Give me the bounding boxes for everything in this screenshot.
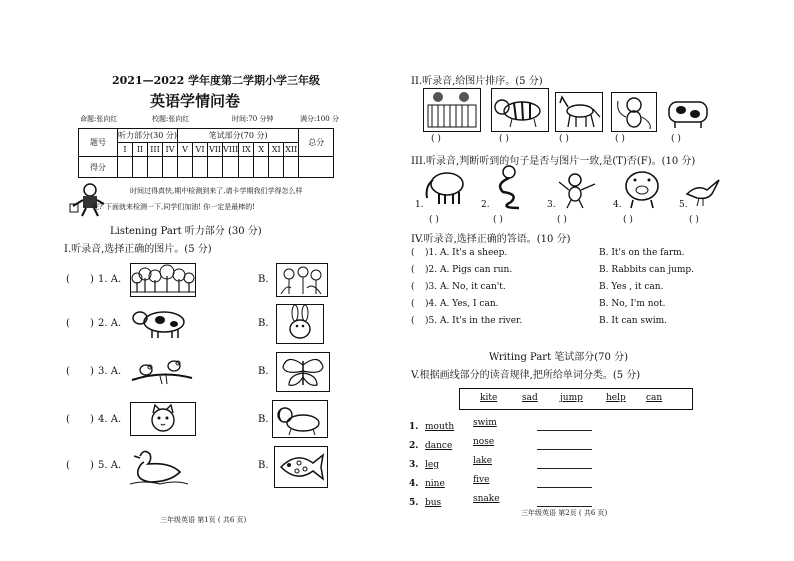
horse-picture[interactable]: [555, 92, 603, 132]
numeral-cell: XI: [269, 143, 284, 157]
trees-picture[interactable]: [130, 263, 196, 297]
item-number: 2.: [481, 200, 490, 210]
listening-part-cell: 听力部分(30 分): [118, 129, 178, 143]
answer-paren[interactable]: (: [411, 248, 415, 258]
item-number: 4.: [613, 200, 622, 210]
numeral-cell: III: [148, 143, 163, 157]
score-blank[interactable]: [193, 157, 208, 178]
answer-paren-open: (: [66, 318, 70, 329]
target-word: mouth: [425, 422, 455, 432]
answer-blank[interactable]: ( ): [557, 215, 567, 225]
score-blank[interactable]: [208, 157, 223, 178]
question-option-a: )2. A. Pigs can run.: [425, 265, 513, 275]
answer-paren[interactable]: (: [411, 316, 415, 326]
elephant-picture[interactable]: [421, 166, 469, 210]
section4-instruction: IV.听录音,选择正确的答语。(10 分): [411, 234, 571, 245]
numeral-cell: VI: [193, 143, 208, 157]
word-box-item: help: [606, 393, 626, 403]
row-number: 3.: [409, 460, 419, 470]
item-number: 3. A.: [98, 366, 122, 377]
section3-instruction: III.听录音,判断听到的句子是否与图片一致,是(T)否(F)。(10 分): [411, 156, 696, 167]
row-number: 2.: [409, 441, 419, 451]
target-word: nine: [425, 479, 445, 489]
intro-text-line1: 时间过得真快,期中检测到来了,请卡学期我们学得怎么样: [130, 187, 303, 195]
item-number: 1.: [415, 200, 424, 210]
question-option-b: B. It can swim.: [599, 316, 668, 326]
target-word: dance: [425, 441, 453, 451]
row-label-number: 题号: [79, 129, 118, 157]
item-number: 5.: [679, 200, 688, 210]
word-box-item: sad: [522, 393, 538, 403]
example-word: nose: [473, 437, 495, 447]
numeral-cell: IV: [163, 143, 178, 157]
option-b-label: B.: [258, 414, 269, 425]
answer-paren-open: (: [66, 460, 70, 471]
monkey-picture[interactable]: [611, 92, 657, 132]
option-b-label: B.: [258, 274, 269, 285]
flowers-picture[interactable]: [276, 263, 328, 297]
word-box-item: jump: [560, 393, 583, 403]
word-box-item: can: [646, 393, 663, 403]
item-number: 4. A.: [98, 414, 122, 425]
answer-paren[interactable]: (: [411, 299, 415, 309]
numeral-cell: XII: [284, 143, 299, 157]
answer-paren-open: (: [66, 414, 70, 425]
answer-line[interactable]: [537, 449, 592, 450]
option-b-label: B.: [258, 366, 269, 377]
numeral-cell: II: [133, 143, 148, 157]
option-b-label: B.: [258, 460, 269, 471]
page-footer: 三年级英语 第2页 ( 共6 页): [521, 509, 608, 517]
numeral-cell: VIII: [223, 143, 239, 157]
example-word: swim: [473, 418, 497, 428]
answer-blank[interactable]: ( ): [671, 134, 681, 144]
question-option-a: )5. A. It's in the river.: [425, 316, 523, 326]
section2-instruction: II.听录音,给图片排序。(5 分): [411, 76, 543, 87]
question-option-a: )1. A. It's a sheep.: [425, 248, 508, 258]
question-option-b: B. Rabbits can jump.: [599, 265, 694, 275]
question-option-b: B. It's on the farm.: [599, 248, 685, 258]
listening-part-header: Listening Part 听力部分 (30 分): [110, 226, 262, 237]
answer-line[interactable]: [537, 487, 592, 488]
word-box: [459, 388, 693, 410]
example-word: snake: [473, 494, 500, 504]
rabbit-picture[interactable]: [276, 304, 324, 344]
duck-picture[interactable]: [130, 446, 188, 486]
numeral-cell: VII: [208, 143, 223, 157]
meta-author: 命题:张向红: [80, 115, 118, 123]
meta-time: 时间:70 分钟: [232, 115, 274, 123]
answer-paren-open: (: [66, 274, 70, 285]
zoo-picture[interactable]: [423, 88, 481, 132]
answer-blank[interactable]: ( ): [499, 134, 509, 144]
word-box-item: kite: [480, 393, 498, 403]
row-number: 5.: [409, 498, 419, 508]
section1-instruction: I.听录音,选择正确的图片。(5 分): [64, 244, 212, 255]
answer-paren[interactable]: (: [411, 265, 415, 275]
answer-blank[interactable]: ( ): [623, 215, 633, 225]
exam-title-line2: 英语学情问卷: [150, 92, 241, 110]
option-b-label: B.: [258, 318, 269, 329]
tiger-picture[interactable]: [491, 88, 549, 132]
answer-blank[interactable]: ( ): [559, 134, 569, 144]
score-blank[interactable]: [269, 157, 284, 178]
score-blank[interactable]: [284, 157, 299, 178]
row-number: 1.: [409, 422, 419, 432]
answer-blank[interactable]: ( ): [615, 134, 625, 144]
answer-paren-close[interactable]: ): [90, 460, 94, 471]
cat-picture[interactable]: [130, 402, 196, 436]
answer-blank[interactable]: ( ): [431, 134, 441, 144]
answer-line[interactable]: [537, 468, 592, 469]
answer-paren-open: (: [66, 366, 70, 377]
row-label-score: 得分: [79, 157, 118, 178]
question-option-a: )4. A. Yes, I can.: [425, 299, 499, 309]
cow-spotted-picture[interactable]: [663, 94, 713, 130]
answer-blank[interactable]: ( ): [689, 215, 699, 225]
page-footer: 三年级英语 第1页 ( 共6 页): [160, 516, 247, 524]
fish-picture[interactable]: [274, 446, 328, 488]
item-number: 1. A.: [98, 274, 122, 285]
question-option-b: B. No, I'm not.: [599, 299, 666, 309]
numeral-cell: IX: [239, 143, 254, 157]
writing-part-header: Writing Part 笔试部分(70 分): [489, 352, 628, 363]
right-page: [397, 0, 794, 561]
exam-title-line1: 2021—2022 学年度第二学期小学三年级: [112, 74, 321, 87]
score-blank[interactable]: [178, 157, 193, 178]
butterfly-picture[interactable]: [276, 352, 330, 392]
numeral-cell: X: [254, 143, 269, 157]
answer-paren-close[interactable]: ): [90, 366, 94, 377]
snake-picture[interactable]: [489, 164, 529, 214]
question-option-a: )3. A. No, it can't.: [425, 282, 506, 292]
intro-text-line2: 呢? 下面就来检测一下,同学们加油! 你一定是最棒的!: [92, 203, 256, 211]
monkey-swing-picture[interactable]: [555, 170, 601, 214]
birds-branch-picture[interactable]: [130, 354, 194, 388]
numeral-cell: I: [118, 143, 133, 157]
answer-line[interactable]: [537, 430, 592, 431]
total-blank[interactable]: [299, 157, 334, 178]
writing-part-cell: 笔试部分(70 分): [178, 129, 299, 143]
example-word: five: [473, 475, 490, 485]
answer-paren-close[interactable]: ): [90, 414, 94, 425]
item-number: 2. A.: [98, 318, 122, 329]
question-option-b: B. Yes , it can.: [599, 282, 664, 292]
target-word: bus: [425, 498, 442, 508]
score-blank[interactable]: [254, 157, 269, 178]
item-number: 3.: [547, 200, 556, 210]
score-blank[interactable]: [239, 157, 254, 178]
pig-picture[interactable]: [621, 168, 663, 214]
score-table: [78, 128, 334, 178]
meta-full: 满分:100 分: [300, 115, 339, 123]
score-blank[interactable]: [163, 157, 178, 178]
item-number: 5. A.: [98, 460, 122, 471]
example-word: lake: [473, 456, 493, 466]
row-number: 4.: [409, 479, 419, 489]
section5-instruction: V.根据画线部分的读音规律,把所给单词分类。(5 分): [411, 370, 641, 381]
score-blank[interactable]: [223, 157, 239, 178]
answer-paren-close[interactable]: ): [90, 274, 94, 285]
answer-blank[interactable]: ( ): [429, 215, 439, 225]
score-blank[interactable]: [148, 157, 163, 178]
total-cell: 总分: [299, 129, 334, 157]
answer-paren[interactable]: (: [411, 282, 415, 292]
cow-picture[interactable]: [130, 306, 190, 340]
answer-line[interactable]: [537, 506, 592, 507]
target-word: leg: [425, 460, 439, 470]
dog-picture[interactable]: [272, 400, 328, 438]
bird-flying-picture[interactable]: [683, 174, 723, 212]
score-blank[interactable]: [118, 157, 133, 178]
answer-paren-close[interactable]: ): [90, 318, 94, 329]
numeral-cell: V: [178, 143, 193, 157]
meta-reviewer: 校题:张向红: [152, 115, 190, 123]
answer-blank[interactable]: ( ): [493, 215, 503, 225]
score-blank[interactable]: [133, 157, 148, 178]
